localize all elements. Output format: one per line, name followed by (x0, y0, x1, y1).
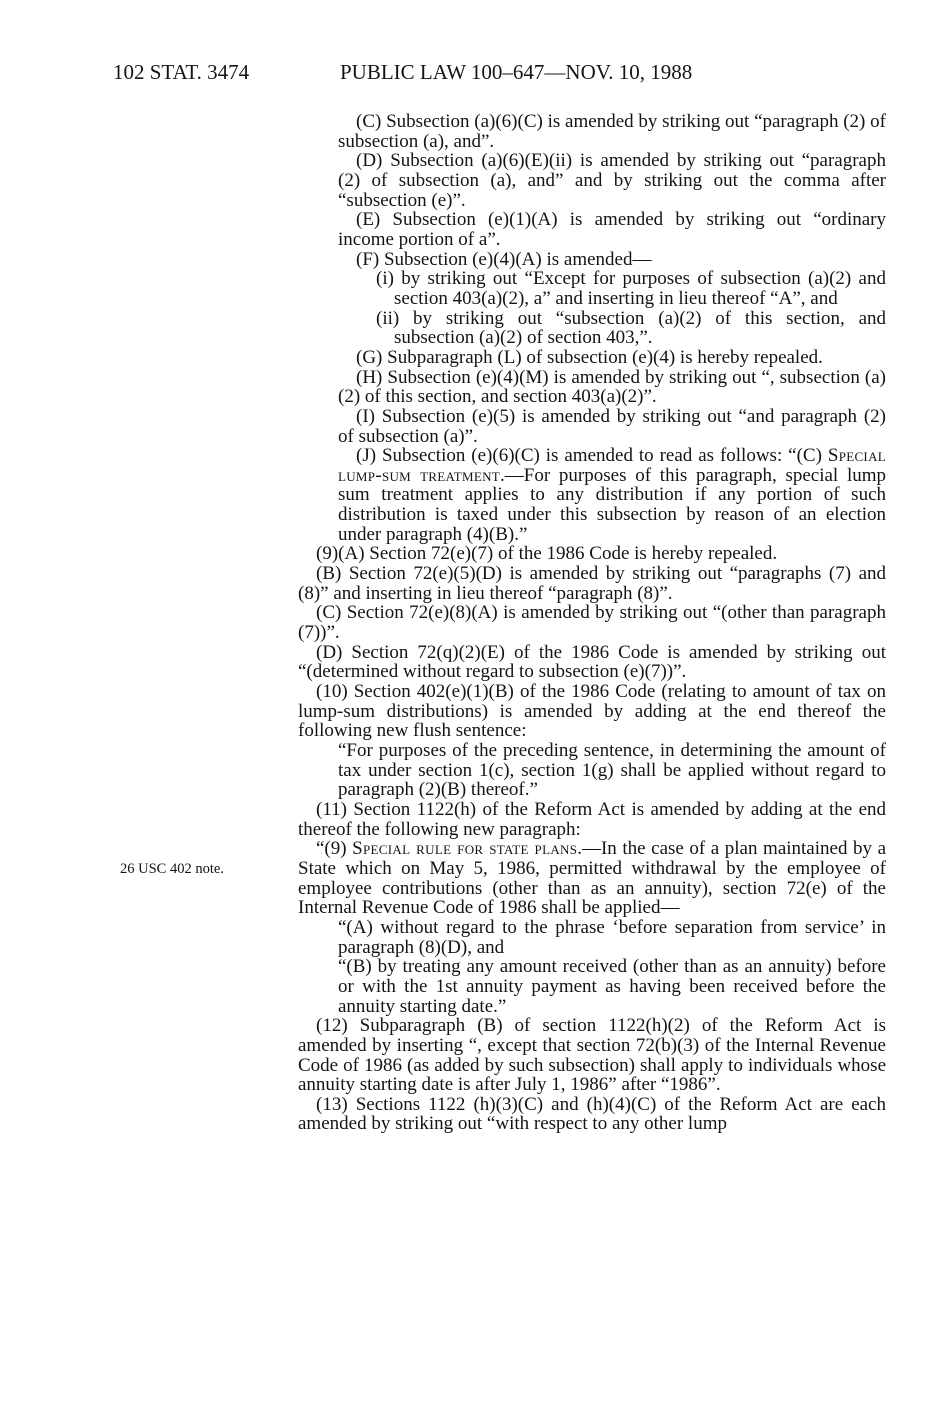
statute-body (298, 112, 886, 1134)
para-d-subsection-a6eii: (D) Subsection (a)(6)(E)(ii) is amended by striking out “paragraph (2) of subsection (a), and” and by striking out the comma after “subsection (e)”. (338, 150, 886, 211)
para-11: (11) Section 1122(h) of the Reform Act is amended by adding at the end thereof the following new paragraph: (298, 798, 886, 840)
para-j-heading: Special lump-sum treatment (338, 445, 886, 486)
para-9b: (B) Section 72(e)(5)(D) is amended by striking out “paragraphs (7) and (8)” and inserting in lieu thereof “paragraph (8)”. (298, 563, 886, 604)
state-plans-text: .—In the case of a plan maintained by a State which on May 5, 1986, permitted withdrawal by the employee of employee contributions (other than as an annuity), section 72(e) of the Internal Revenue Code of 1986 shall be applied— (298, 838, 886, 919)
clause-i (298, 269, 886, 308)
para-c-subsection-a6c: (C) Subsection (a)(6)(C) is amended by striking out “paragraph (2) of subsection (a), and”. (338, 111, 886, 152)
statute-page-number: 102 STAT. 3474 (113, 60, 250, 84)
para-i-subsection-e5: (I) Subsection (e)(5) is amended by striking out “and paragraph (2) of subsection (a)”. (338, 405, 886, 447)
para-e-subsection-e1a: (E) Subsection (e)(1)(A) is amended by striking out “ordinary income portion of a”. (338, 209, 886, 250)
quoted-subpara-a: “(A) without regard to the phrase ‘before separation from service’ in paragraph (8)(D), and (338, 916, 886, 958)
margin-note-usc: 26 USC 402 note. (120, 861, 224, 877)
clause-ii (298, 309, 886, 348)
clause-ii-text: (ii) by striking out “subsection (a)(2) of this section, and subsection (a)(2) of section 403,”. (376, 307, 886, 349)
public-law-header: PUBLIC LAW 100–647—NOV. 10, 1988 (340, 60, 693, 84)
para-f-subsection-e4a: (F) Subsection (e)(4)(A) is amended— (356, 248, 652, 270)
para-j-lead: (J) Subsection (e)(6)(C) is amended to read as follows: “(C) (356, 445, 828, 467)
state-plans-heading: Special rule for state plans (352, 838, 578, 860)
quoted-subpara-b: “(B) by treating any amount received (other than as an annuity) before or with the 1st annuity payment as having been received before the annuity starting date.” (338, 956, 886, 1017)
para-10: (10) Section 402(e)(1)(B) of the 1986 Code (relating to amount of tax on lump-sum distributions) is amended by adding at the end thereof the following new flush sentence: (298, 681, 886, 742)
para-j-text: .—For purposes of this paragraph, special lump sum treatment applies to any distribution if any portion of such distribution is taxed under this subsection by reason of an election under paragraph (4)(B).” (338, 464, 887, 545)
para-13: (13) Sections 1122 (h)(3)(C) and (h)(4)(C) of the Reform Act are each amended by striking out “with respect to any other lump (298, 1093, 886, 1135)
para-j-subsection-e6c (298, 446, 886, 544)
para-g-subparagraph-l: (G) Subparagraph (L) of subsection (e)(4) is hereby repealed. (356, 346, 823, 368)
para-9a: (9)(A) Section 72(e)(7) of the 1986 Code is hereby repealed. (316, 543, 778, 565)
para-9-state-plans (298, 839, 886, 918)
clause-i-text: (i) by striking out “Except for purposes of subsection (a)(2) and section 403(a)(2), a” and inserting in lieu thereof “A”, and (376, 268, 886, 309)
para-9c: (C) Section 72(e)(8)(A) is amended by striking out “(other than paragraph (7))”. (298, 602, 886, 644)
para-12: (12) Subparagraph (B) of section 1122(h)(2) of the Reform Act is amended by inserting “, except that section 72(b)(3) of the Internal Revenue Code of 1986 (as added by such subsection) shall apply to individuals whose annuity starting date is after July 1, 1986” after “1986”. (298, 1015, 886, 1096)
para-9d: (D) Section 72(q)(2)(E) of the 1986 Code is amended by striking out “(determined without regard to subsection (e)(7))”. (298, 641, 886, 683)
flush-sentence-text: “For purposes of the preceding sentence, in determining the amount of tax under section 1(c), section 1(g) shall be applied without regard to paragraph (2)(B) thereof.” (338, 740, 886, 801)
state-plans-lead: “(9) (316, 838, 353, 860)
flush-sentence (298, 741, 886, 800)
para-h-subsection-e4m: (H) Subsection (e)(4)(M) is amended by striking out “, subsection (a)(2) of this section, and section 403(a)(2)”. (338, 366, 886, 408)
